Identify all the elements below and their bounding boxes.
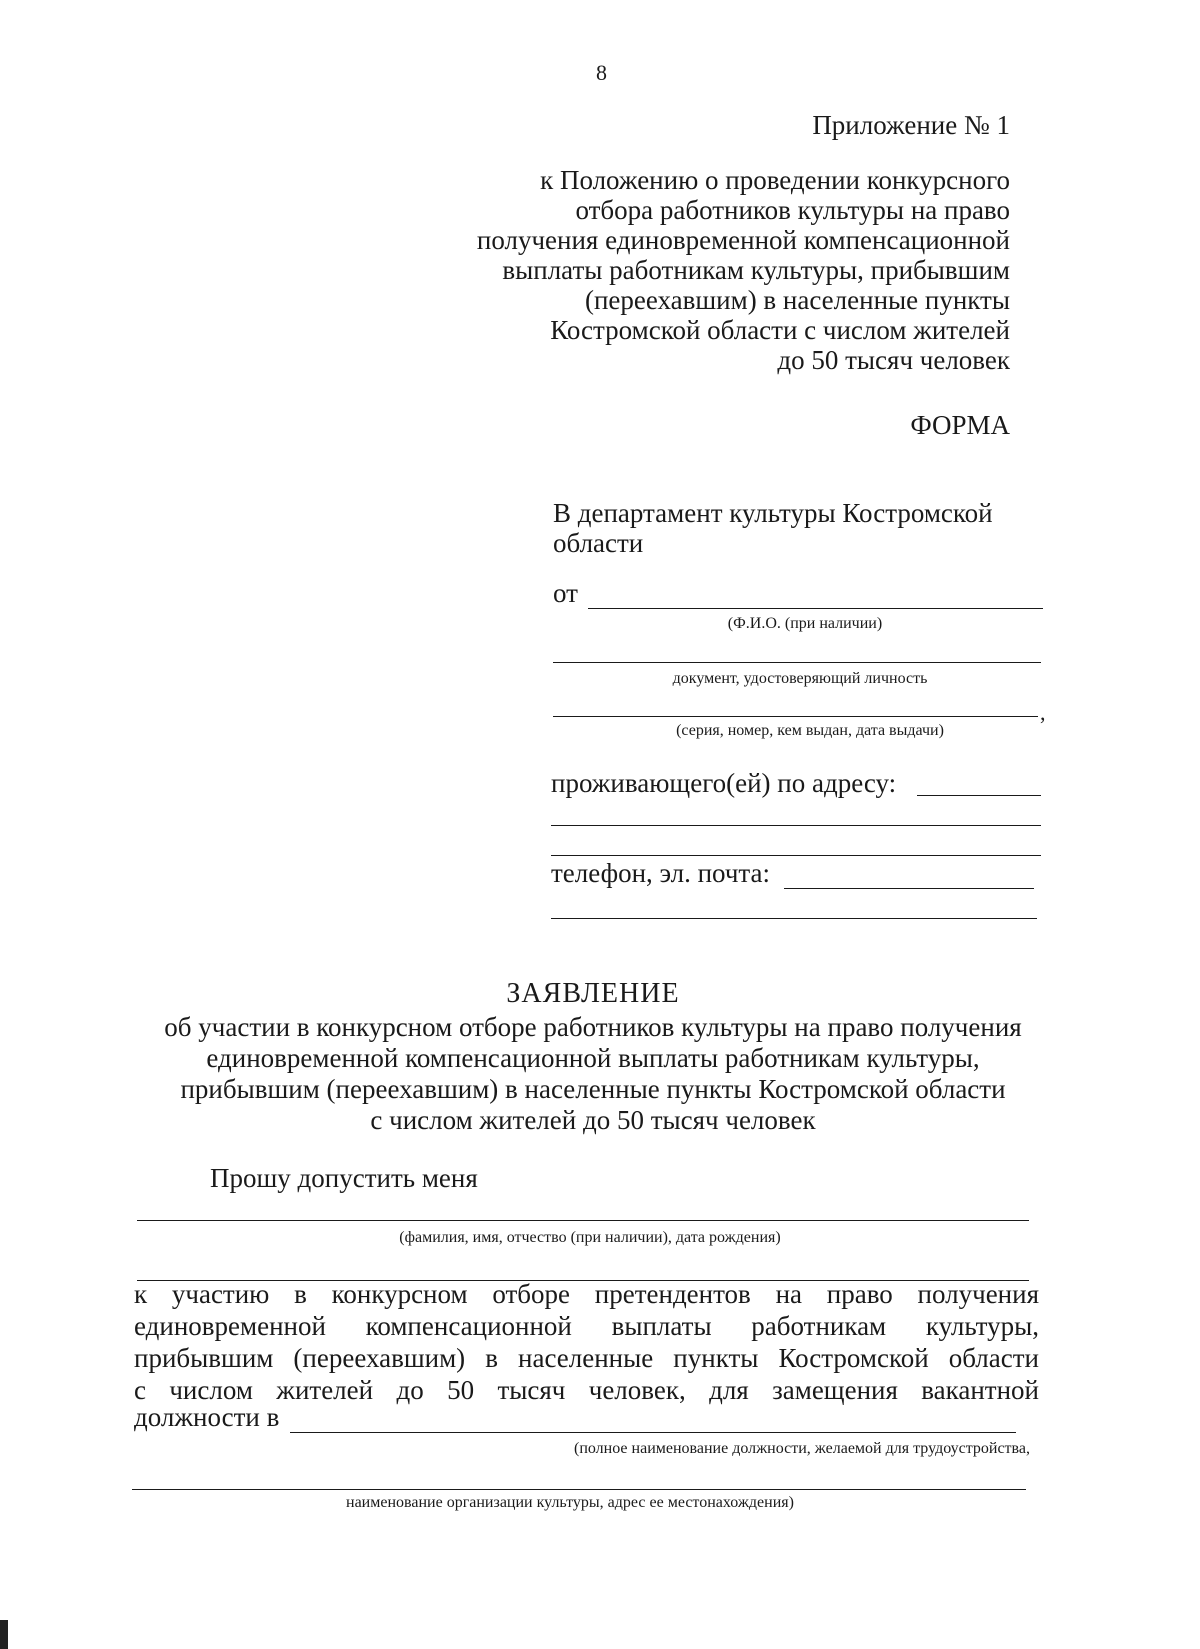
organization-caption: наименование организации культуры, адрес ее местонахождения) (346, 1494, 794, 1511)
id-series-caption: (серия, номер, кем выдан, дата выдачи) (676, 722, 944, 739)
id-document-caption: документ, удостоверяющий личность (672, 670, 928, 687)
id-document-line[interactable] (553, 662, 1041, 663)
addressee-line: области (553, 528, 644, 558)
addressee-line: В департамент культуры Костромской (553, 498, 993, 528)
position-caption: (полное наименование должности, желаемой для трудоустройства, (574, 1440, 1030, 1457)
statement-subtitle-line: прибывшим (переехавшим) в населенные пункты Костромской области (180, 1074, 1006, 1104)
appendix-line: отбора работников культуры на право (575, 195, 1010, 225)
statement-body-line: с числом жителей до 50 тысяч человек, для замещения вакантной (134, 1375, 1039, 1405)
appendix-line: получения единовременной компенсационной (476, 225, 1010, 255)
statement-title: ЗАЯВЛЕНИЕ (506, 978, 680, 1009)
position-field-line[interactable] (290, 1432, 1016, 1433)
request-text: Прошу допустить меня (210, 1163, 478, 1193)
phone-email-label: телефон, эл. почта: (551, 858, 771, 888)
statement-subtitle-line: с числом жителей до 50 тысяч человек (370, 1105, 816, 1135)
scan-edge-mark (0, 1620, 8, 1649)
page-number: 8 (596, 60, 607, 85)
appendix-title: Приложение № 1 (812, 110, 1010, 140)
statement-subtitle-line: единовременной компенсационной выплаты работникам культуры, (206, 1043, 980, 1073)
from-label: от (553, 578, 578, 608)
phone-email-field-line[interactable] (784, 888, 1034, 889)
statement-body (134, 1278, 1039, 1406)
addressee-block (553, 498, 1023, 558)
appendix-line: Костромской области с числом жителей (550, 315, 1010, 345)
appendix-line: (переехавшим) в населенные пункты (584, 285, 1010, 315)
appendix-line: до 50 тысяч человек (777, 345, 1010, 375)
appendix-line: к Положению о проведении конкурсного (540, 165, 1010, 195)
address-field-line-3[interactable] (551, 855, 1041, 856)
statement-body-line: к участию в конкурсном отборе претендентов на право получения (134, 1279, 1039, 1309)
id-series-comma: , (1040, 700, 1046, 725)
statement-body-line: прибывшим (переехавшим) в населенные пункты Костромской области (134, 1343, 1039, 1373)
form-label: ФОРМА (910, 410, 1010, 440)
address-field-line[interactable] (917, 795, 1041, 796)
applicant-name-caption: (фамилия, имя, отчество (при наличии), дата рождения) (399, 1229, 781, 1246)
appendix-reference (450, 165, 1010, 375)
position-label: должности в (134, 1402, 280, 1432)
organization-field-line[interactable] (132, 1489, 1026, 1490)
fio-field-line[interactable] (588, 608, 1043, 609)
statement-body-line: единовременной компенсационной выплаты работникам культуры, (134, 1311, 1039, 1341)
appendix-line: выплаты работникам культуры, прибывшим (502, 255, 1010, 285)
address-field-line-2[interactable] (551, 825, 1041, 826)
fio-caption: (Ф.И.О. (при наличии) (727, 615, 883, 632)
statement-subtitle-line: об участии в конкурсном отборе работников культуры на право получения (164, 1012, 1022, 1042)
statement-subtitle (143, 1012, 1043, 1136)
id-series-line[interactable] (553, 716, 1038, 717)
applicant-name-line[interactable] (137, 1220, 1029, 1221)
address-label: проживающего(ей) по адресу: (551, 768, 897, 798)
phone-email-field-line-2[interactable] (551, 918, 1037, 919)
